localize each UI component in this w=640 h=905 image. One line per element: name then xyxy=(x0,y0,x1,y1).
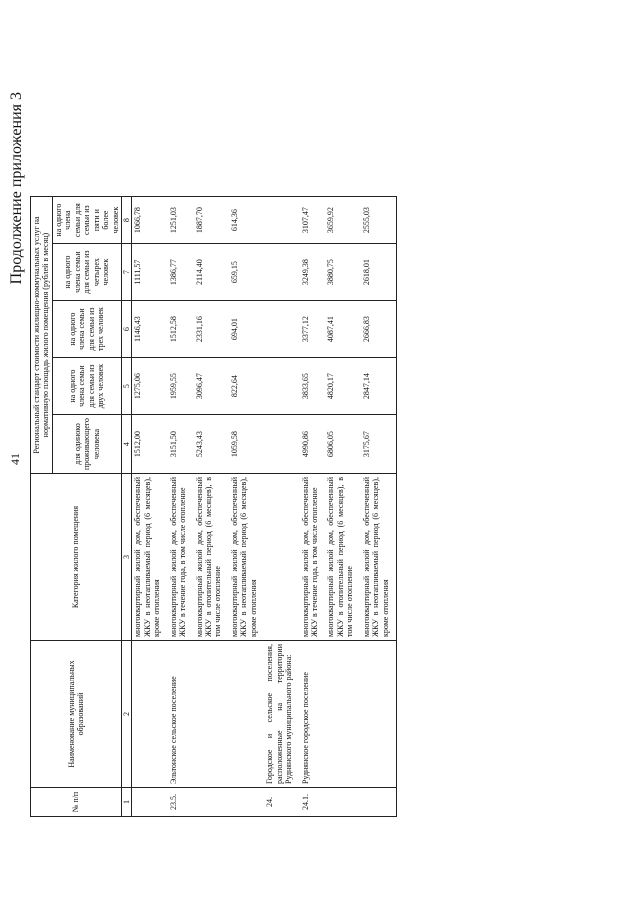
value-five: 3659,92 xyxy=(325,197,360,244)
value-single: 5243,43 xyxy=(194,415,229,474)
value-two: 4820,17 xyxy=(325,358,360,415)
housing-category xyxy=(264,474,299,641)
housing-category: многоквартирный жилой дом, обеспеченный ЖКУ в неотапливаемый период (6 месяцев), кроме отопления xyxy=(229,474,264,641)
table-row xyxy=(264,197,299,817)
table-row xyxy=(361,197,397,817)
column-number: 3 xyxy=(121,474,131,641)
column-number: 2 xyxy=(121,641,131,788)
regional-standard-table xyxy=(30,196,397,817)
housing-category: многоквартирный жилой дом, обеспеченный ЖКУ в неотапливаемый период (6 месяцев), кроме отопления xyxy=(132,474,168,641)
table-row xyxy=(325,197,360,817)
row-number: 23.5. xyxy=(168,788,194,817)
value-five: 1251,03 xyxy=(168,197,194,244)
header-sub-two: на одного члена семьи для семьи из двух человек xyxy=(52,358,121,415)
value-two: 3096,47 xyxy=(194,358,229,415)
value-four: 2114,40 xyxy=(194,244,229,301)
value-four xyxy=(264,244,299,301)
value-single: 1059,58 xyxy=(229,415,264,474)
column-number: 8 xyxy=(121,197,131,244)
column-number: 5 xyxy=(121,358,131,415)
municipality-name: Эльтонское сельское поселение xyxy=(168,641,194,788)
header-sub-four: на одного члена семьи для семьи из четырех человек xyxy=(52,244,121,301)
value-four: 2618,01 xyxy=(361,244,397,301)
value-single: 1512,00 xyxy=(132,415,168,474)
value-four: 3249,38 xyxy=(300,244,326,301)
value-three: 1512,58 xyxy=(168,301,194,358)
header-standard-group: Региональный стандарт стоимости жилищно-коммунальных услуг на нормативную площадь жилого помещения (рублей в месяц) xyxy=(31,197,53,474)
table-body xyxy=(132,197,397,817)
value-three: 2666,83 xyxy=(361,301,397,358)
municipality-name xyxy=(194,641,229,788)
row-number xyxy=(194,788,229,817)
column-number: 6 xyxy=(121,301,131,358)
housing-category: многоквартирный жилой дом, обеспеченный ЖКУ в отопительный период (6 месяцев), в том числе отопление xyxy=(194,474,229,641)
value-two: 3833,65 xyxy=(300,358,326,415)
header-col-category: Категория жилого помещения xyxy=(31,474,122,641)
municipality-name: Руднянское городское поселение xyxy=(300,641,326,788)
value-five: 1887,70 xyxy=(194,197,229,244)
value-four: 1111,57 xyxy=(132,244,168,301)
row-number xyxy=(132,788,168,817)
header-sub-five: на одного члена семьи для семьи из пяти и более человек xyxy=(52,197,121,244)
value-two: 1959,55 xyxy=(168,358,194,415)
row-number xyxy=(229,788,264,817)
table-row xyxy=(168,197,194,817)
row-number xyxy=(325,788,360,817)
value-single: 4990,86 xyxy=(300,415,326,474)
value-three: 1146,43 xyxy=(132,301,168,358)
continuation-title: Продолжение приложения 3 xyxy=(8,92,25,285)
table-row xyxy=(132,197,168,817)
municipality-name xyxy=(361,641,397,788)
value-five: 614,36 xyxy=(229,197,264,244)
housing-category: многоквартирный жилой дом, обеспеченный ЖКУ в течение года, в том числе отопление xyxy=(300,474,326,641)
table-row xyxy=(194,197,229,817)
table-row xyxy=(229,197,264,817)
header-sub-single: для одиноко проживающего человека xyxy=(52,415,121,474)
value-single: 3175,67 xyxy=(361,415,397,474)
value-five: 1066,78 xyxy=(132,197,168,244)
value-single: 6806,05 xyxy=(325,415,360,474)
table-row xyxy=(300,197,326,817)
column-number: 4 xyxy=(121,415,131,474)
row-number xyxy=(361,788,397,817)
value-single: 3151,50 xyxy=(168,415,194,474)
value-two: 1275,06 xyxy=(132,358,168,415)
header-col-num: № п/п xyxy=(31,788,122,817)
housing-category: многоквартирный жилой дом, обеспеченный ЖКУ в течение года, в том числе отопление xyxy=(168,474,194,641)
value-two xyxy=(264,358,299,415)
page-number: 41 xyxy=(8,453,22,465)
value-three: 3377,12 xyxy=(300,301,326,358)
value-five: 3107,47 xyxy=(300,197,326,244)
value-two: 2847,14 xyxy=(361,358,397,415)
value-four: 3880,75 xyxy=(325,244,360,301)
value-three xyxy=(264,301,299,358)
municipality-name xyxy=(132,641,168,788)
municipality-name: Городское и сельское поселения, расположенные на территории Руднянского муниципального района: xyxy=(264,641,299,788)
municipality-name xyxy=(229,641,264,788)
value-three: 2331,16 xyxy=(194,301,229,358)
row-number: 24.1. xyxy=(300,788,326,817)
value-three: 4087,41 xyxy=(325,301,360,358)
value-single xyxy=(264,415,299,474)
row-number: 24. xyxy=(264,788,299,817)
header-col-municipality: Наименование муниципальных образований xyxy=(31,641,122,788)
housing-category: многоквартирный жилой дом, обеспеченный ЖКУ в неотапливаемый период (6 месяцев), кроме отопления xyxy=(361,474,397,641)
value-three: 694,01 xyxy=(229,301,264,358)
value-four: 659,15 xyxy=(229,244,264,301)
value-four: 1386,77 xyxy=(168,244,194,301)
housing-category: многоквартирный жилой дом, обеспеченный ЖКУ в отопительный период (6 месяцев), в том числе отопление xyxy=(325,474,360,641)
column-number: 1 xyxy=(121,788,131,817)
value-five: 2555,03 xyxy=(361,197,397,244)
municipality-name xyxy=(325,641,360,788)
header-sub-three: на одного члена семьи для семьи из трех человек xyxy=(52,301,121,358)
value-two: 822,64 xyxy=(229,358,264,415)
value-five xyxy=(264,197,299,244)
column-number: 7 xyxy=(121,244,131,301)
